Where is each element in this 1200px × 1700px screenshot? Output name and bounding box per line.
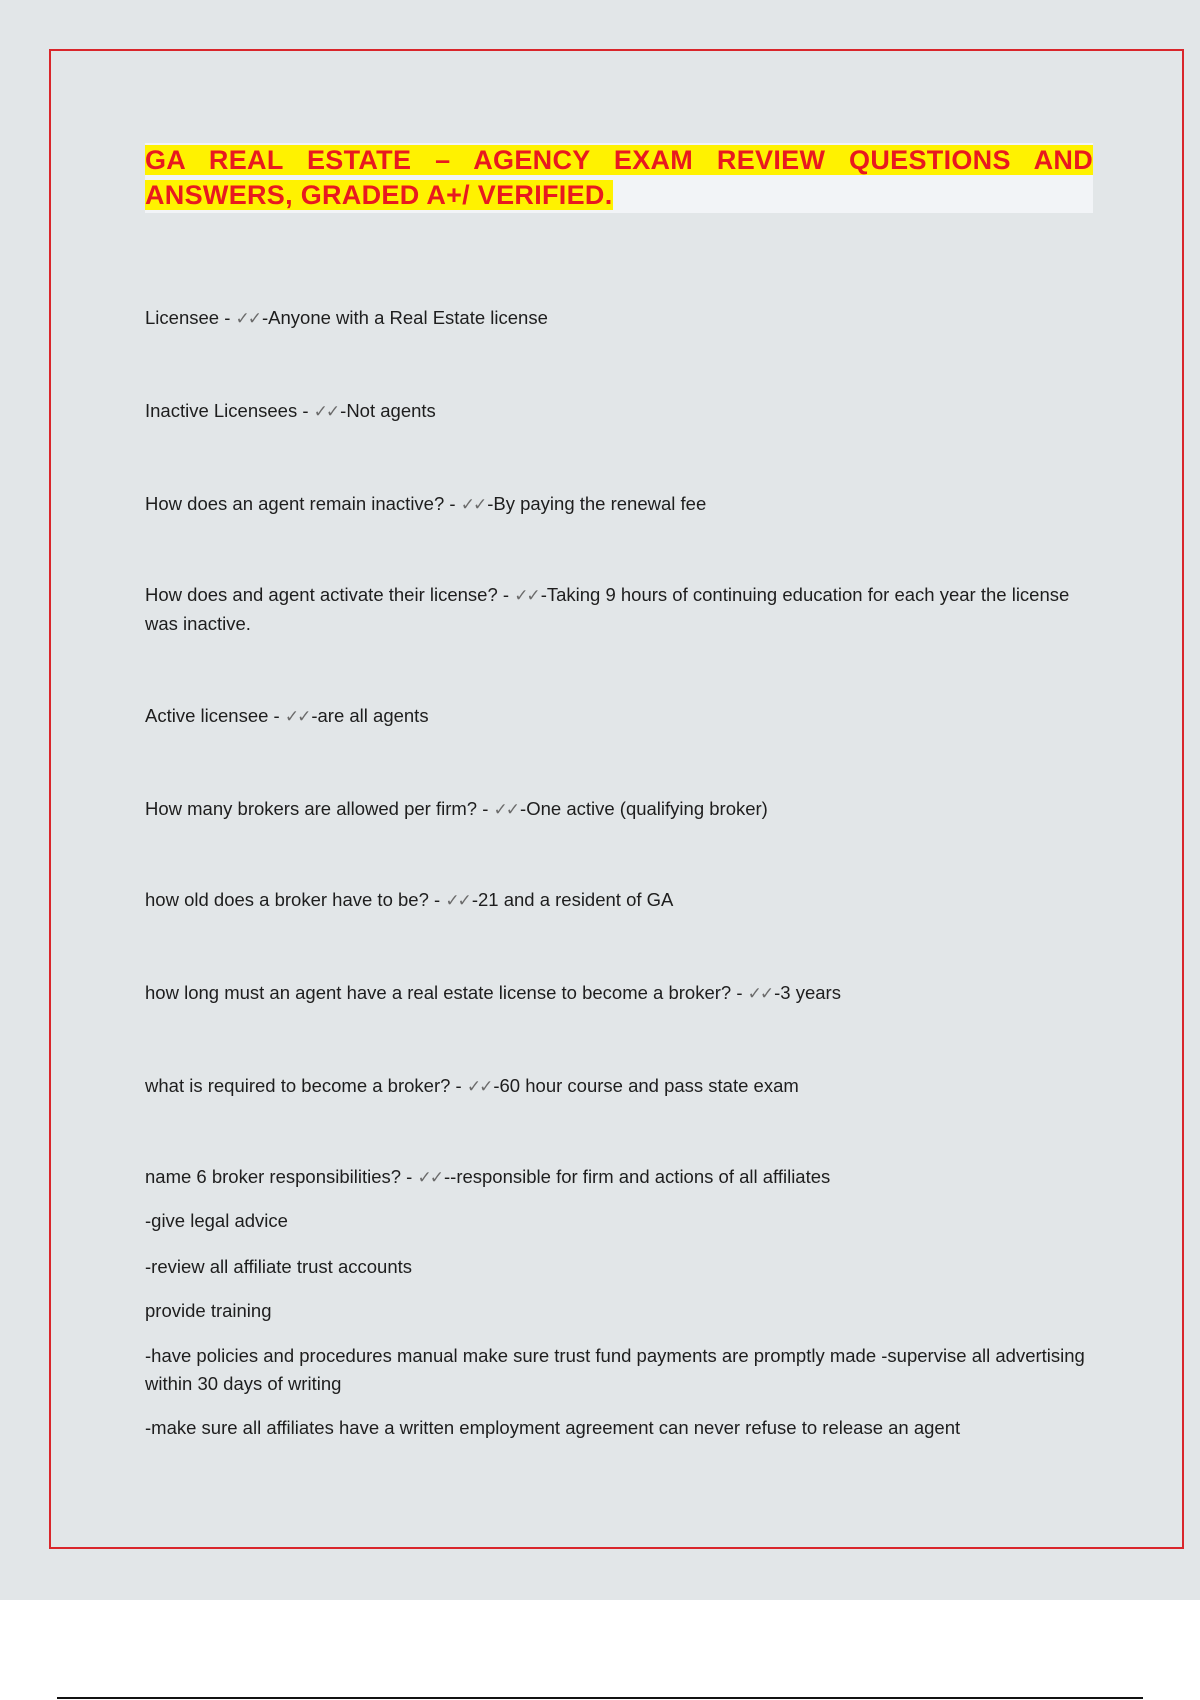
double-check-icon: ✓✓ [493,800,519,820]
footer-rule [57,1697,1143,1699]
continuation-line: -review all affiliate trust accounts [145,1256,412,1277]
qa-answer: -60 hour course and pass state exam [493,1075,799,1096]
qa-entry [145,581,1090,638]
qa-entry [145,979,1090,1008]
qa-entry [145,397,1090,426]
qa-term: how old does a broker have to be? - [145,889,446,910]
qa-answer: -By paying the renewal fee [487,493,707,514]
qa-answer: -Anyone with a Real Estate license [262,307,548,328]
qa-answer: -21 and a resident of GA [471,889,674,910]
qa-term: what is required to become a broker? - [145,1075,467,1096]
qa-answer: -Taking 9 hours of continuing education for each year the license was inactive. [145,584,1070,634]
double-check-icon: ✓✓ [235,309,260,329]
qa-term: Active licensee - [145,705,285,726]
qa-entry [145,304,1090,333]
continuation-line: -make sure all affiliates have a written employment agreement can never refuse to release an agent [145,1417,961,1438]
double-check-icon: ✓✓ [460,495,486,515]
document-title-text: GA REAL ESTATE – AGENCY EXAM REVIEW QUESTIONS AND ANSWERS, GRADED A+/ VERIFIED. [145,145,1093,210]
document-title [145,143,1093,213]
double-check-icon: ✓✓ [284,707,310,727]
double-check-icon: ✓✓ [514,586,539,606]
qa-entry [145,1072,1090,1101]
continuation-line: -give legal advice [145,1210,288,1231]
double-check-icon: ✓✓ [417,1168,442,1188]
qa-entry [145,795,1090,824]
qa-term: how long must an agent have a real estate license to become a broker? - [145,982,748,1003]
double-check-icon: ✓✓ [313,402,339,422]
qa-answer: -3 years [774,982,841,1003]
qa-answer: --responsible for firm and actions of all affiliates [444,1166,831,1187]
continuation-line: -have policies and procedures manual make sure trust fund payments are promptly made -supervise all advertising within 30 days of writing [145,1345,1085,1394]
qa-answer: -One active (qualifying broker) [520,798,768,819]
qa-entry [145,702,1090,731]
qa-term: Licensee - [145,307,236,328]
qa-term: Inactive Licensees - [145,400,314,421]
qa-entry [145,1163,1090,1192]
double-check-icon: ✓✓ [747,984,773,1004]
qa-answer: -Not agents [340,400,436,421]
qa-term: How does and agent activate their license? - [145,584,515,605]
qa-term: How many brokers are allowed per firm? - [145,798,494,819]
continuation-line: provide training [145,1300,272,1321]
qa-term: name 6 broker responsibilities? - [145,1166,418,1187]
double-check-icon: ✓✓ [466,1077,492,1097]
qa-answer: -are all agents [311,705,429,726]
qa-entry [145,490,1090,519]
qa-entry [145,886,1090,915]
title-block [145,143,1093,213]
qa-term: How does an agent remain inactive? - [145,493,461,514]
double-check-icon: ✓✓ [445,891,470,911]
